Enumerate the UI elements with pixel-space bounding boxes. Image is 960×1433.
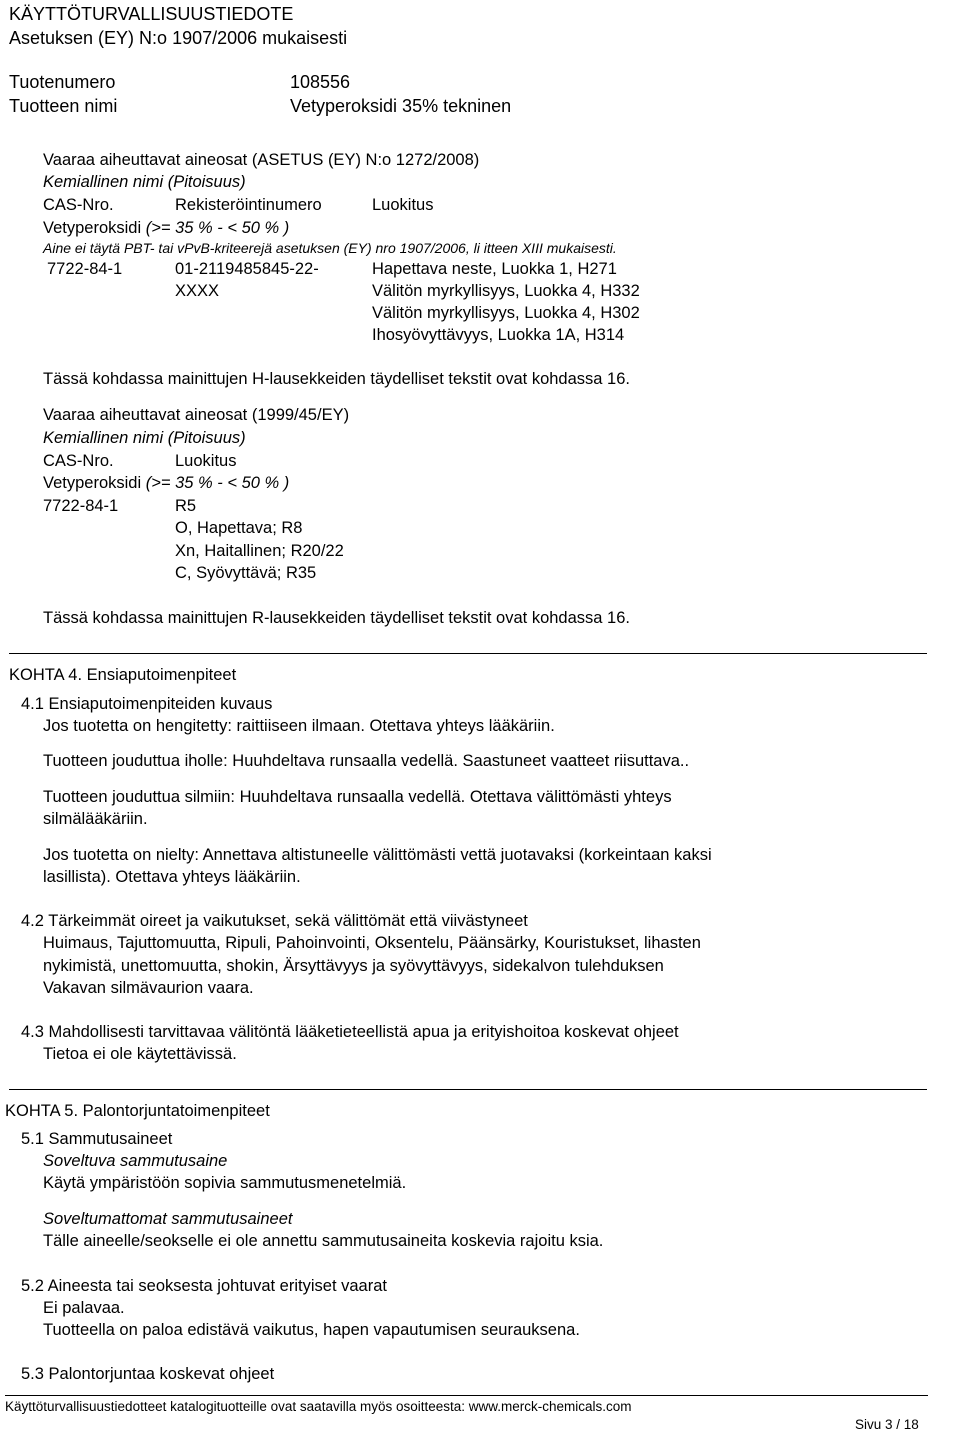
hazardous-components-1272-heading: Vaaraa aiheuttavat aineosat (ASETUS (EY) N:o 1272/2008) bbox=[43, 151, 480, 169]
unsuitable-media-text: Tälle aineelle/seokselle ei ole annettu sammutusaineita koskevia rajoitu ksia. bbox=[43, 1232, 604, 1250]
r-statements-note: Tässä kohdassa mainittujen R-lausekkeiden täydelliset tekstit ovat kohdassa 16. bbox=[43, 609, 630, 627]
section-5-prefix: KOHTA 5. bbox=[5, 1102, 79, 1120]
col-cas-label: CAS-Nro. bbox=[43, 196, 114, 214]
classification-3: Välitön myrkyllisyys, Luokka 4, H302 bbox=[372, 304, 640, 322]
subsection-5-2-name: Aineesta tai seoksesta johtuvat erityiset vaarat bbox=[47, 1277, 387, 1295]
substance-name bbox=[43, 218, 289, 238]
symptoms-line3: Vakavan silmävaurion vaara. bbox=[43, 979, 254, 997]
subsection-4-3-name: Mahdollisesti tarvittavaa välitöntä lääketieteellistä apua ja erityishoitoa koskevat ohjeet bbox=[48, 1023, 679, 1041]
r-classification-3: Xn, Haitallinen; R20/22 bbox=[175, 542, 344, 560]
subsection-5-1-title bbox=[21, 1129, 172, 1149]
special-hazards-line2: Tuotteella on paloa edistävä vaikutus, hapen vapautumisen seurauksena. bbox=[43, 1321, 580, 1339]
subsection-5-3-number: 5.3 bbox=[21, 1365, 44, 1383]
first-aid-ingestion-line2: lasillista). Otettava yhteys lääkäriin. bbox=[43, 868, 301, 886]
cas-number-2: 7722-84-1 bbox=[43, 497, 119, 515]
classification-4: Ihosyövyttävyys, Luokka 1A, H314 bbox=[372, 326, 625, 344]
symptoms-line2: nykimistä, unettomuutta, shokin, Ärsyttävyys ja syövyttävyys, sidekalvon tulehduksen bbox=[43, 957, 664, 975]
section-4-name: Ensiaputoimenpiteet bbox=[86, 666, 237, 684]
col-registration-label: Rekisteröintinumero bbox=[175, 196, 322, 214]
symptoms-line1: Huimaus, Tajuttomuutta, Ripuli, Pahoinvointi, Oksentelu, Päänsärky, Kouristukset, lihasten bbox=[43, 934, 701, 952]
document-title: KÄYTTÖTURVALLISUUSTIEDOTE bbox=[9, 4, 294, 24]
subsection-4-1-name: Ensiaputoimenpiteiden kuvaus bbox=[48, 695, 273, 713]
subsection-5-3-title bbox=[21, 1364, 274, 1384]
suitable-media-text: Käytä ympäristöön sopivia sammutusmenetelmiä. bbox=[43, 1174, 407, 1192]
col-classification-label-2: Luokitus bbox=[175, 452, 237, 470]
classification-2: Välitön myrkyllisyys, Luokka 4, H332 bbox=[372, 282, 640, 300]
subsection-5-1-number: 5.1 bbox=[21, 1130, 44, 1148]
section-4-rule bbox=[9, 653, 927, 654]
medical-attention-text: Tietoa ei ole käytettävissä. bbox=[43, 1045, 237, 1063]
product-name: Vetyperoksidi 35% tekninen bbox=[290, 96, 512, 116]
hazardous-components-1999-heading: Vaaraa aiheuttavat aineosat (1999/45/EY) bbox=[43, 406, 350, 424]
chemical-name-label-2: Kemiallinen nimi (Pitoisuus) bbox=[43, 429, 246, 447]
special-hazards-line1: Ei palavaa. bbox=[43, 1299, 125, 1317]
subsection-4-3-title bbox=[21, 1022, 679, 1042]
substance-name-text-2: Vetyperoksidi bbox=[43, 474, 142, 492]
product-number-label: Tuotenumero bbox=[9, 72, 116, 92]
subsection-4-1-number: 4.1 bbox=[21, 695, 44, 713]
unsuitable-media-label: Soveltumattomat sammutusaineet bbox=[43, 1210, 293, 1228]
section-5-rule bbox=[9, 1089, 927, 1090]
registration-number-line2: XXXX bbox=[175, 282, 220, 300]
product-number: 108556 bbox=[290, 72, 351, 92]
substance-concentration: (>= 35 % - < 50 % ) bbox=[145, 219, 290, 237]
first-aid-eyes-line1: Tuotteen jouduttua silmiin: Huuhdeltava runsaalla vedellä. Otettava välittömästi yhteys bbox=[43, 788, 672, 806]
registration-number-line1: 01-2119485845-22- bbox=[175, 260, 319, 278]
section-5-name: Palontorjuntatoimenpiteet bbox=[82, 1102, 270, 1120]
r-classification-4: C, Syövyttävä; R35 bbox=[175, 564, 317, 582]
substance-concentration-2: (>= 35 % - < 50 % ) bbox=[145, 474, 290, 492]
section-4-prefix: KOHTA 4. bbox=[9, 666, 83, 684]
page-number: Sivu 3 / 18 bbox=[855, 1417, 919, 1432]
chemical-name-label: Kemiallinen nimi (Pitoisuus) bbox=[43, 173, 246, 191]
document-subtitle: Asetuksen (EY) N:o 1907/2006 mukaisesti bbox=[9, 28, 348, 48]
substance-name-text: Vetyperoksidi bbox=[43, 219, 142, 237]
section-5-title bbox=[5, 1101, 270, 1121]
first-aid-skin: Tuotteen jouduttua iholle: Huuhdeltava runsaalla vedellä. Saastuneet vaatteet riisuttava.. bbox=[43, 752, 690, 770]
col-classification-label: Luokitus bbox=[372, 196, 434, 214]
pbt-note: Aine ei täytä PBT- tai vPvB-kriteerejä asetuksen (EY) nro 1907/2006, li itteen XIII mukaisesti. bbox=[43, 240, 617, 256]
subsection-5-2-title bbox=[21, 1276, 387, 1296]
subsection-4-2-title bbox=[21, 911, 528, 931]
subsection-4-2-number: 4.2 bbox=[21, 912, 44, 930]
footer-rule bbox=[5, 1395, 928, 1396]
subsection-4-2-name: Tärkeimmät oireet ja vaikutukset, sekä välittömät että viivästyneet bbox=[48, 912, 528, 930]
first-aid-inhalation: Jos tuotetta on hengitetty: raittiiseen ilmaan. Otettava yhteys lääkäriin. bbox=[43, 717, 555, 735]
section-4-title bbox=[9, 665, 236, 685]
first-aid-eyes-line2: silmälääkäriin. bbox=[43, 810, 148, 828]
product-name-label: Tuotteen nimi bbox=[9, 96, 118, 116]
footer-text: Käyttöturvallisuustiedotteet katalogituotteille ovat saatavilla myös osoitteesta: www.merck-chemicals.com bbox=[5, 1399, 632, 1414]
subsection-5-3-name: Palontorjuntaa koskevat ohjeet bbox=[48, 1365, 275, 1383]
col-cas-label-2: CAS-Nro. bbox=[43, 452, 114, 470]
r-classification-2: O, Hapettava; R8 bbox=[175, 519, 303, 537]
r-classification-1: R5 bbox=[175, 497, 197, 515]
cas-number: 7722-84-1 bbox=[47, 260, 123, 278]
suitable-media-label: Soveltuva sammutusaine bbox=[43, 1152, 228, 1170]
h-statements-note: Tässä kohdassa mainittujen H-lausekkeiden täydelliset tekstit ovat kohdassa 16. bbox=[43, 370, 630, 388]
subsection-4-1-title bbox=[21, 694, 272, 714]
subsection-5-1-name: Sammutusaineet bbox=[48, 1130, 173, 1148]
classification-1: Hapettava neste, Luokka 1, H271 bbox=[372, 260, 617, 278]
subsection-4-3-number: 4.3 bbox=[21, 1023, 44, 1041]
first-aid-ingestion-line1: Jos tuotetta on nielty: Annettava altistuneelle välittömästi vettä juotavaksi (korkeintaan kaksi bbox=[43, 846, 712, 864]
subsection-5-2-number: 5.2 bbox=[21, 1277, 44, 1295]
substance-name-2 bbox=[43, 473, 289, 493]
